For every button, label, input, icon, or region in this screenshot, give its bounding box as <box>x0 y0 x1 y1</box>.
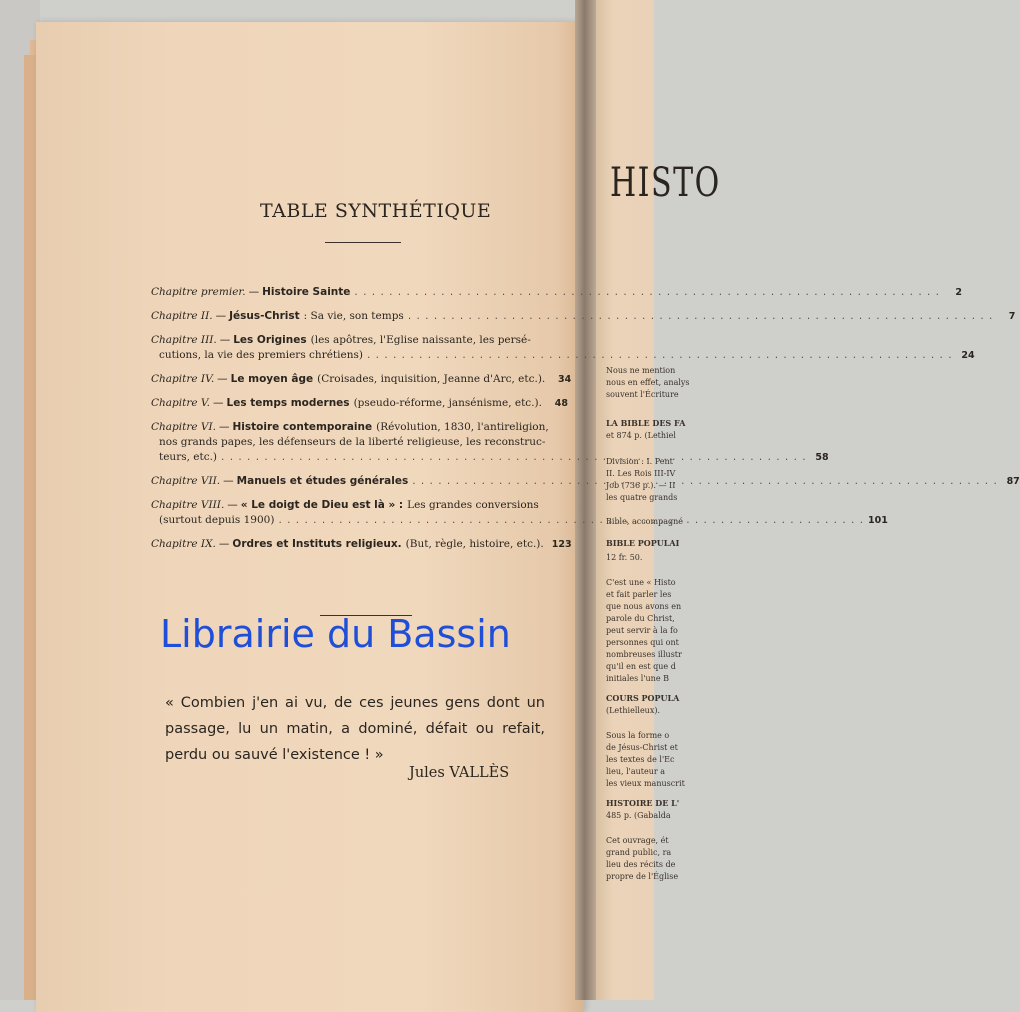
toc-page-number: 123 <box>551 539 572 550</box>
right-page-line: initiales l'une B <box>606 674 669 683</box>
toc-entry <box>151 537 572 552</box>
right-page-line: Job (736 p.). — II <box>606 481 676 490</box>
watermark: Librairie du Bassin <box>160 612 511 656</box>
toc-description: Les grandes conversions <box>407 499 539 511</box>
toc-leader-dots <box>408 309 994 324</box>
toc-description: (les apôtres, l'Eglise naissante, les persé- <box>310 334 531 346</box>
right-page-line: Division : I. Pent <box>606 457 673 466</box>
toc-page-number: 48 <box>554 398 568 409</box>
toc-entry <box>151 309 1016 324</box>
right-page-line: et 874 p. (Lethiel <box>606 431 676 440</box>
toc-chapter-label: Chapitre IV. <box>151 373 215 385</box>
right-page-line: les textes de l'Ec <box>606 755 675 764</box>
toc-heading: Les temps modernes <box>226 397 350 409</box>
toc-description: (Croisades, inquisition, Jeanne d'Arc, etc.). <box>317 373 546 385</box>
toc-dash: — <box>248 286 260 298</box>
toc-page-number: 58 <box>815 452 829 463</box>
right-page-line: personnes qui ont <box>606 638 679 647</box>
toc-leader-dots <box>367 348 953 363</box>
toc-heading: « Le doigt de Dieu est là » : <box>240 499 404 511</box>
title-rule <box>325 242 401 243</box>
toc-entry <box>151 396 568 411</box>
toc-heading: Manuels et études générales <box>236 475 409 487</box>
right-page-title: HISTO <box>610 160 721 206</box>
right-page-line: nous en effet, analys <box>606 378 690 387</box>
right-page <box>596 0 721 1000</box>
toc-chapter-label: Chapitre premier. <box>151 286 246 298</box>
right-page-line: Bible, accompagné <box>606 517 683 526</box>
toc-heading: Le moyen âge <box>230 373 314 385</box>
toc-chapter-label: Chapitre IX. <box>151 538 216 550</box>
toc-page-number: 7 <box>1008 311 1016 322</box>
toc-dash: — <box>227 499 238 511</box>
right-page-line: nombreuses illustr <box>606 650 682 659</box>
toc-description-continued: teurs, etc.) <box>159 451 218 463</box>
toc-description: (But, règle, histoire, etc.). <box>405 538 544 550</box>
toc-description: (Révolution, 1830, l'antireligion, <box>376 421 549 433</box>
toc-description-continued: cutions, la vie des premiers chrétiens) <box>159 349 363 361</box>
toc-dash: — <box>213 397 224 409</box>
right-page-line: que nous avons en <box>606 602 682 611</box>
right-page-line: peut servir à la fo <box>606 626 678 635</box>
toc-page-number: 24 <box>961 350 975 361</box>
right-page-line: BIBLE POPULAI <box>606 538 680 548</box>
toc-dash: — <box>223 475 234 487</box>
toc-dash: — <box>215 310 227 322</box>
toc-description-continued: (surtout depuis 1900) <box>159 514 275 526</box>
toc-dash: — <box>218 538 230 550</box>
right-page-line: propre de l'Église <box>606 872 679 881</box>
epigraph-quote: « Combien j'en ai vu, de ces jeunes gens dont un passage, lu un matin, a dominé, défait ou refait, perdu ou sauvé l'existence ! » <box>165 695 545 763</box>
toc-heading: Les Origines <box>233 334 307 346</box>
right-page-line: C'est une « Histo <box>606 578 676 587</box>
right-page-line: HISTOIRE DE L' <box>606 798 680 808</box>
right-page-line: qu'il en est que d <box>606 662 676 671</box>
toc-description: : Sa vie, son temps <box>303 310 404 322</box>
right-page-line: grand public, ra <box>606 848 672 857</box>
right-page-line: Sous la forme o <box>606 731 670 740</box>
toc-heading: Ordres et Instituts religieux. <box>232 538 402 550</box>
right-page-line: souvent l'Écriture <box>606 390 679 399</box>
toc-entry <box>151 333 975 363</box>
right-page-line: Cet ouvrage, ét <box>606 836 669 845</box>
right-page-line: les vieux manuscrit <box>606 779 685 788</box>
toc-page-number: 101 <box>868 515 888 526</box>
toc-dash: — <box>217 373 228 385</box>
toc-page-number: 34 <box>558 374 572 385</box>
toc-heading: Histoire contemporaine <box>232 421 373 433</box>
right-page-line: (Lethielleux). <box>606 706 661 715</box>
right-page-line: 12 fr. 50. <box>606 553 643 562</box>
right-page-line: Nous ne mention <box>606 366 676 375</box>
right-page-line: LA BIBLE DES FA <box>606 418 686 428</box>
toc-leader-dots <box>278 513 864 528</box>
toc-chapter-label: Chapitre III. <box>151 334 217 346</box>
toc-heading: Jésus-Christ <box>229 310 300 322</box>
right-page-line: II. Les Rois III-IV <box>606 469 676 478</box>
toc-page-number: 87 <box>1006 476 1020 487</box>
toc-heading: Histoire Sainte <box>262 286 351 298</box>
toc-entry <box>151 285 963 300</box>
toc-leader-dots <box>412 474 998 489</box>
toc-dash: — <box>219 334 231 346</box>
epigraph-author: Jules VALLÈS <box>409 765 510 781</box>
right-page-line: et fait parler les <box>606 590 672 599</box>
right-page-line: 485 p. (Gabalda <box>606 811 671 820</box>
right-page-line: parole du Christ, <box>606 614 675 623</box>
right-page-line: lieu, l'auteur a <box>606 767 666 776</box>
toc-chapter-label: Chapitre VIII. <box>151 499 225 511</box>
toc-description: (pseudo-réforme, jansénisme, etc.). <box>353 397 542 409</box>
toc-dash: — <box>219 421 230 433</box>
toc-description-continued: nos grands papes, les défenseurs de la liberté religieuse, les reconstruc- <box>159 436 546 448</box>
toc-page-number: 2 <box>955 287 963 298</box>
toc-chapter-label: Chapitre II. <box>151 310 213 322</box>
right-page-line: lieu des récits de <box>606 860 676 869</box>
toc-chapter-label: Chapitre V. <box>151 397 211 409</box>
right-page-line: COURS POPULA <box>606 693 680 703</box>
toc-entry <box>151 372 572 387</box>
toc-chapter-label: Chapitre VI. <box>151 421 216 433</box>
toc-leader-dots <box>354 285 940 300</box>
toc-chapter-label: Chapitre VII. <box>151 475 221 487</box>
right-page-line: les quatre grands <box>606 493 678 502</box>
right-page-line: de Jésus-Christ et <box>606 743 678 752</box>
page-title: TABLE SYNTHÉTIQUE <box>260 200 492 222</box>
toc-leader-dots <box>221 450 807 465</box>
